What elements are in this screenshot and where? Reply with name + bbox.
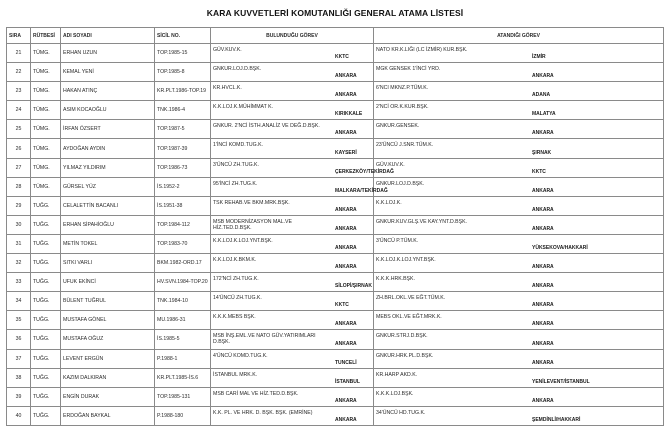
assigned-duty-text: ZH.BRL.OKL.VE EĞT.TÜM.K.: [376, 295, 446, 302]
current-duty-location: MALKARA/TEKİRDAĞ: [335, 187, 388, 194]
cell-sira: 23: [7, 82, 31, 101]
current-duty-text: K.K.K.MEBS BŞK.: [213, 314, 256, 321]
cell-sicil: P.1988-1: [155, 349, 211, 368]
table-row: [7, 330, 664, 349]
cell-rutbe: TÜMG.: [31, 101, 61, 120]
table-row: [7, 349, 664, 368]
cell-rutbe: TUĞG.: [31, 273, 61, 292]
table-row: [7, 387, 664, 406]
current-duty-text: 95'İNCİ ZH.TUG.K.: [213, 180, 258, 187]
current-duty-location: KKTC: [335, 54, 349, 61]
cell-rutbe: TUĞG.: [31, 406, 61, 425]
cell-sira: 21: [7, 44, 31, 63]
cell-sira: 33: [7, 273, 31, 292]
cell-sira: 37: [7, 349, 31, 368]
cell-atandigi-gorev: [374, 368, 664, 387]
cell-atandigi-gorev: [374, 82, 664, 101]
assigned-duty-location: ANKARA: [532, 130, 554, 137]
header-sicil: SİCİL NO.: [155, 28, 211, 44]
current-duty-text: MSB CARİ MAL VE HİZ.TED.D.BŞK.: [213, 390, 299, 397]
cell-sira: 28: [7, 177, 31, 196]
current-duty-text: GÜV.KUV.K.: [213, 47, 242, 53]
cell-ad-soyad: ERDOĞAN BAYKAL: [61, 406, 155, 425]
cell-bulundugu-gorev: [211, 101, 374, 120]
cell-atandigi-gorev: [374, 406, 664, 425]
cell-rutbe: TÜMG.: [31, 158, 61, 177]
current-duty-text: GNKUR. 2'NCİ İSTH.ANALİZ VE DEĞ.D.BŞK.: [213, 123, 320, 130]
assigned-duty-text: 23'ÜNCÜ J.SNR.TÜM.K.: [376, 142, 434, 149]
cell-atandigi-gorev: [374, 254, 664, 273]
assigned-duty-location: ADANA: [532, 92, 551, 99]
cell-sira: 34: [7, 292, 31, 311]
cell-bulundugu-gorev: [211, 139, 374, 158]
assigned-duty-text: GÜV.KUV.K.: [376, 161, 405, 168]
assigned-duty-location: İZMİR: [532, 54, 546, 61]
cell-sira: 35: [7, 311, 31, 330]
cell-bulundugu-gorev: [211, 292, 374, 311]
assigned-duty-text: 34'ÜNCÜ HD.TUG.K.: [376, 409, 426, 416]
assigned-duty-text: NATO KR.K.LIĞI (LC İZMİR) KUR.BŞK.: [376, 47, 468, 53]
current-duty-location: SİLOPİ/ŞIRNAK: [335, 283, 372, 290]
cell-sicil: TOP.1985-131: [155, 387, 211, 406]
cell-ad-soyad: METİN TOKEL: [61, 234, 155, 253]
cell-sira: 36: [7, 330, 31, 349]
assigned-duty-location: YENİLEVENT/İSTANBUL: [532, 378, 590, 385]
cell-sira: 38: [7, 368, 31, 387]
cell-bulundugu-gorev: [211, 196, 374, 215]
current-duty-text: KR.HVCL.K.: [213, 85, 242, 92]
cell-sira: 40: [7, 406, 31, 425]
cell-rutbe: TUĞG.: [31, 292, 61, 311]
cell-sicil: TOP.1987-5: [155, 120, 211, 139]
cell-sicil: TOP.1985-8: [155, 63, 211, 82]
cell-sira: 39: [7, 387, 31, 406]
cell-sicil: TNK.1986-4: [155, 101, 211, 120]
cell-sicil: İS.1951-38: [155, 196, 211, 215]
cell-rutbe: TUĞG.: [31, 311, 61, 330]
cell-sicil: P.1988-180: [155, 406, 211, 425]
cell-sira: 29: [7, 196, 31, 215]
cell-bulundugu-gorev: [211, 330, 374, 349]
cell-atandigi-gorev: [374, 330, 664, 349]
header-sira: SIRA: [7, 28, 31, 44]
assigned-duty-text: 3'ÜNCÜ P.TÜM.K.: [376, 237, 419, 244]
cell-bulundugu-gorev: [211, 273, 374, 292]
cell-bulundugu-gorev: [211, 387, 374, 406]
assigned-duty-location: ANKARA: [532, 340, 554, 347]
current-duty-text: 14'ÜNCÜ ZH.TUG.K.: [213, 295, 262, 302]
cell-atandigi-gorev: [374, 177, 664, 196]
cell-atandigi-gorev: [374, 292, 664, 311]
cell-sicil: KR.PLT.1985-İS.6: [155, 368, 211, 387]
assigned-duty-location: ANKARA: [532, 264, 554, 271]
cell-bulundugu-gorev: [211, 44, 374, 63]
current-duty-location: KIRIKKALE: [335, 111, 363, 118]
assigned-duty-location: ANKARA: [532, 321, 554, 328]
table-row: [7, 63, 664, 82]
cell-bulundugu-gorev: [211, 82, 374, 101]
cell-bulundugu-gorev: [211, 234, 374, 253]
cell-ad-soyad: MUSTAFA OĞUZ: [61, 330, 155, 349]
assigned-duty-location: ANKARA: [532, 397, 554, 404]
current-duty-text: TSK REHAB.VE BKM.MRK.BŞK.: [213, 199, 290, 206]
table-row: [7, 311, 664, 330]
table-row: [7, 120, 664, 139]
header-ad-soyad: ADI SOYADI: [61, 28, 155, 44]
table-row: [7, 177, 664, 196]
current-duty-location: ANKARA: [335, 245, 357, 252]
cell-rutbe: TÜMG.: [31, 44, 61, 63]
assigned-duty-location: MALATYA: [532, 111, 556, 118]
cell-rutbe: TUĞG.: [31, 254, 61, 273]
current-duty-location: ANKARA: [335, 73, 357, 80]
cell-bulundugu-gorev: [211, 63, 374, 82]
table-body: [7, 44, 664, 426]
cell-atandigi-gorev: [374, 349, 664, 368]
assigned-duty-location: ŞEMDİNLİ/HAKKARİ: [532, 416, 581, 423]
table-row: [7, 101, 664, 120]
cell-ad-soyad: UFUK EKİNCİ: [61, 273, 155, 292]
current-duty-location: ANKARA: [335, 206, 357, 213]
table-row: [7, 139, 664, 158]
cell-sicil: İS.1985-5: [155, 330, 211, 349]
cell-ad-soyad: GÜRSEL YÜZ: [61, 177, 155, 196]
cell-atandigi-gorev: [374, 196, 664, 215]
cell-sira: 25: [7, 120, 31, 139]
cell-atandigi-gorev: [374, 120, 664, 139]
cell-sira: 24: [7, 101, 31, 120]
cell-sicil: TOP.1987-39: [155, 139, 211, 158]
cell-sicil: TNK.1984-10: [155, 292, 211, 311]
assigned-duty-text: GNKUR.GENSEK.: [376, 123, 420, 130]
table-row: [7, 234, 664, 253]
cell-sicil: BKM.1982-ORD.17: [155, 254, 211, 273]
cell-atandigi-gorev: [374, 215, 664, 234]
cell-rutbe: TUĞG.: [31, 349, 61, 368]
current-duty-text: MSB İNŞ.EML.VE NATO GÜV.YATIRIMLARI D.BŞK.: [213, 333, 316, 346]
cell-atandigi-gorev: [374, 158, 664, 177]
cell-rutbe: TUĞG.: [31, 234, 61, 253]
cell-bulundugu-gorev: [211, 254, 374, 273]
current-duty-text: 4'ÜNCÜ KOMD.TUG.K.: [213, 352, 268, 359]
assigned-duty-location: ANKARA: [532, 302, 554, 309]
assigned-duty-location: ANKARA: [532, 225, 554, 232]
current-duty-text: 3'ÜNCÜ ZH.TUG.K.: [213, 161, 259, 168]
cell-ad-soyad: SITKI VARLI: [61, 254, 155, 273]
cell-rutbe: TUĞG.: [31, 215, 61, 234]
cell-bulundugu-gorev: [211, 120, 374, 139]
assigned-duty-location: ANKARA: [532, 73, 554, 80]
cell-sira: 22: [7, 63, 31, 82]
cell-atandigi-gorev: [374, 234, 664, 253]
cell-sicil: HV.SVN.1984-TOP.20: [155, 273, 211, 292]
cell-rutbe: TÜMG.: [31, 177, 61, 196]
cell-sicil: TOP.1983-70: [155, 234, 211, 253]
cell-rutbe: TÜMG.: [31, 82, 61, 101]
cell-bulundugu-gorev: [211, 177, 388, 196]
current-duty-location: ANKARA: [335, 340, 357, 347]
current-duty-location: ÇERKEZKÖY/TEKİRDAĞ: [335, 168, 394, 175]
assigned-duty-text: MGK GENSEK 1'İNCİ YRD.: [376, 66, 441, 73]
current-duty-text: K.K. PL. VE HRK. D. BŞK. BŞK. (EMRİNE): [213, 409, 313, 416]
current-duty-location: TUNCELİ: [335, 359, 357, 366]
current-duty-text: GNKUR.LOJ.D.BŞK.: [213, 66, 262, 73]
table-row: [7, 254, 664, 273]
assigned-duty-text: K.K.LOJ.K.LOJ.YNT.BŞK.: [376, 257, 436, 264]
header-rutbe: RÜTBESİ: [31, 28, 61, 44]
assigned-duty-text: KR.HARP AKD.K.: [376, 371, 418, 378]
current-duty-text: K.K.LOJ.K.MÜHİMMAT K.: [213, 104, 274, 111]
cell-atandigi-gorev: [374, 63, 664, 82]
header-bulundugu-gorev: BULUNDUĞU GÖREV: [211, 28, 374, 44]
table-row: [7, 292, 664, 311]
assigned-duty-text: GNKUR.HRK.PL.D.BŞK.: [376, 352, 434, 359]
cell-sira: 31: [7, 234, 31, 253]
cell-bulundugu-gorev: [211, 406, 374, 425]
assigned-duty-text: GNKUR.STRJ.D.BŞK.: [376, 333, 428, 340]
cell-ad-soyad: ERHAN SİPAHİOĞLU: [61, 215, 155, 234]
assigned-duty-text: GNKUR.LOJ.D.BŞK.: [376, 180, 425, 187]
assigned-duty-location: YÜKSEKOVA/HAKKARİ: [532, 245, 588, 252]
general-assignment-table: [6, 27, 664, 426]
cell-ad-soyad: ERHAN UZUN: [61, 44, 155, 63]
current-duty-text: İSTANBUL MRK.K.: [213, 371, 258, 378]
assigned-duty-location: ANKARA: [532, 206, 554, 213]
table-row: [7, 82, 664, 101]
cell-ad-soyad: KAZIM DALKIRAN: [61, 368, 155, 387]
current-duty-location: ANKARA: [335, 416, 357, 423]
cell-sicil: KR.PLT.1986-TOP.19: [155, 82, 211, 101]
cell-sira: 27: [7, 158, 31, 177]
current-duty-location: KKTC: [335, 302, 349, 309]
current-duty-location: ANKARA: [335, 321, 357, 328]
current-duty-text: K.K.LOJ.K.LOJ.YNT.BŞK.: [213, 237, 273, 244]
cell-rutbe: TUĞG.: [31, 368, 61, 387]
cell-ad-soyad: AYDOĞAN AYDIN: [61, 139, 155, 158]
cell-ad-soyad: KEMAL YENİ: [61, 63, 155, 82]
current-duty-location: KAYSERİ: [335, 149, 357, 156]
current-duty-text: K.K.LOJ.K.BKM.K.: [213, 257, 257, 264]
cell-atandigi-gorev: [374, 273, 664, 292]
cell-bulundugu-gorev: [211, 311, 374, 330]
current-duty-text: 172'NCİ ZH.TUG.K.: [213, 276, 259, 283]
table-header-row: [7, 28, 664, 44]
current-duty-location: ANKARA: [335, 225, 357, 232]
cell-ad-soyad: YILMAZ YILDIRIM: [61, 158, 155, 177]
current-duty-text: 1'İNCİ KOMD.TUG.K.: [213, 142, 263, 149]
assigned-duty-location: ANKARA: [532, 187, 554, 194]
assigned-duty-text: MEBS OKL.VE EĞT.MRK.K.: [376, 314, 442, 321]
current-duty-location: İSTANBUL: [335, 378, 360, 385]
assigned-duty-location: ANKARA: [532, 359, 554, 366]
table-row: [7, 368, 664, 387]
cell-rutbe: TÜMG.: [31, 120, 61, 139]
current-duty-text: MSB MODERNİZASYON MAL.VE HİZ.TED.D.BŞK.: [213, 218, 292, 231]
current-duty-location: ANKARA: [335, 397, 357, 404]
cell-sicil: TOP.1986-73: [155, 158, 211, 177]
cell-bulundugu-gorev: [211, 215, 374, 234]
cell-rutbe: TUĞG.: [31, 196, 61, 215]
cell-bulundugu-gorev: [211, 368, 374, 387]
cell-atandigi-gorev: [374, 101, 664, 120]
table-row: [7, 215, 664, 234]
cell-sira: 26: [7, 139, 31, 158]
cell-sicil: İS.1952-2: [155, 177, 211, 196]
cell-sicil: TOP.1984-112: [155, 215, 211, 234]
table-row: [7, 158, 664, 177]
cell-ad-soyad: İRFAN ÖZSERT: [61, 120, 155, 139]
cell-ad-soyad: BÜLENT TUĞRUL: [61, 292, 155, 311]
cell-atandigi-gorev: [374, 44, 664, 63]
cell-sicil: TOP.1985-15: [155, 44, 211, 63]
header-atandigi-gorev: ATANDIĞI GÖREV: [374, 28, 664, 44]
cell-ad-soyad: ASIM KOCAOĞLU: [61, 101, 155, 120]
document-title: KARA KUVVETLERİ KOMUTANLIĞI GENERAL ATAMA LİSTESİ: [206, 8, 464, 18]
cell-rutbe: TÜMG.: [31, 139, 61, 158]
table-row: [7, 273, 664, 292]
cell-sira: 32: [7, 254, 31, 273]
cell-ad-soyad: ENGİN DURAK: [61, 387, 155, 406]
assigned-duty-text: 6'NCI MKNZ.P.TÜM.K.: [376, 85, 429, 92]
assigned-duty-text: 2'NCİ OR.K.KUR.BŞK.: [376, 104, 429, 111]
cell-atandigi-gorev: [374, 139, 664, 158]
current-duty-location: ANKARA: [335, 130, 357, 137]
cell-ad-soyad: CELALETTİN BACANLI: [61, 196, 155, 215]
assigned-duty-location: ANKARA: [532, 283, 554, 290]
cell-rutbe: TUĞG.: [31, 387, 61, 406]
assigned-duty-text: GNKUR.KUV.GLŞ.VE KAY.YNT.D.BŞK.: [376, 218, 468, 225]
cell-atandigi-gorev: [374, 387, 664, 406]
cell-rutbe: TÜMG.: [31, 63, 61, 82]
assigned-duty-text: K.K.LOJ.K.: [376, 199, 402, 206]
cell-sicil: MU.1986-31: [155, 311, 211, 330]
assigned-duty-text: K.K.K.HRK.BŞK.: [376, 276, 415, 283]
table-row: [7, 406, 664, 425]
cell-bulundugu-gorev: [211, 349, 374, 368]
assigned-duty-location: ŞIRNAK: [532, 149, 552, 156]
cell-ad-soyad: MUSTAFA GÖNEL: [61, 311, 155, 330]
cell-atandigi-gorev: [374, 311, 664, 330]
cell-rutbe: TUĞG.: [31, 330, 61, 349]
table-row: [7, 44, 664, 63]
table-row: [7, 196, 664, 215]
cell-sira: 30: [7, 215, 31, 234]
assigned-duty-text: K.K.K.LOJ.BŞK.: [376, 390, 414, 397]
cell-ad-soyad: LEVENT ERGÜN: [61, 349, 155, 368]
current-duty-location: ANKARA: [335, 264, 357, 271]
current-duty-location: ANKARA: [335, 92, 357, 99]
assigned-duty-location: KKTC: [532, 168, 546, 175]
cell-ad-soyad: HAKAN ATINÇ: [61, 82, 155, 101]
